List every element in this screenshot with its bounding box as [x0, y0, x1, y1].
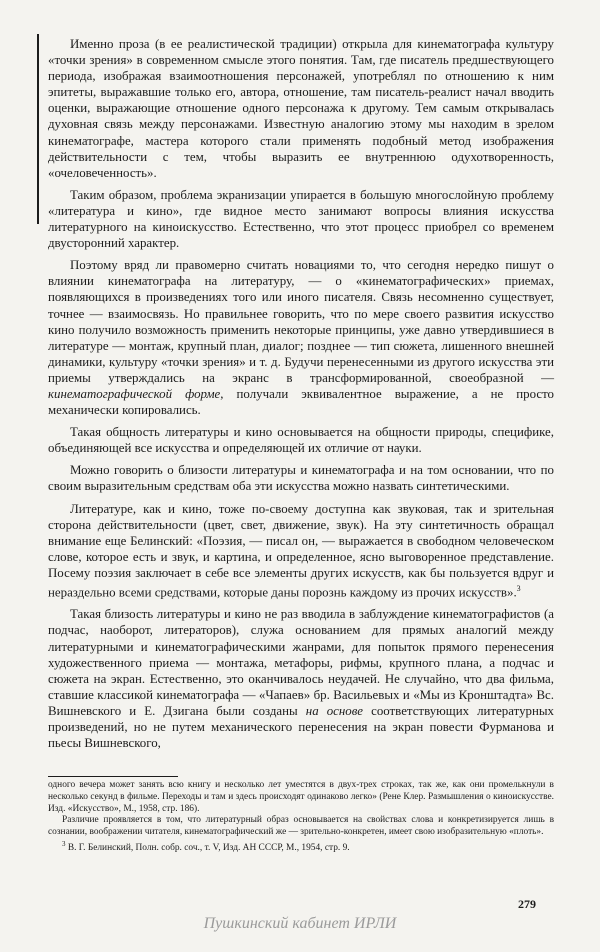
footnote-continuation: одного вечера может занять всю книгу и несколько лет уместятся в двух-трех строках, так же, как они промелькнули в несколько секунд в фильме. Переходы и там и здесь происходят одинаково легко» (Рене Клер. Размышления о киноискусстве. Изд. «Искусство», М., 1958, стр. 186). — [48, 780, 554, 814]
paragraph-2: Таким образом, проблема экранизации упирается в большую многослойную проблему «литература и кино», где видное место занимают вопросы влияния искусства литературного на киноискусство. Естественно, что этот процесс приобрел со временем двусторонний характер. — [48, 187, 554, 251]
paragraph-3-italic: кинематографической форме — [48, 386, 221, 401]
paragraph-7-text-a: Такая близость литературы и кино не раз вводила в заблуждение кинематографистов (а подчас, наоборот, литераторов), служа основанием для прямых аналогий между литературными и кинематографическими жанрами, для попыток прямого перенесения художественного приема — монтажа, метафоры, рифмы, крупного плана, а подчас и сюжета на экран. Естественно, это оканчивалось неудачей. Не случайно, что два фильма, ставшие классикой кинематографа — «Чапаев» бр. Васильевых и «Мы из Кронштадта» Вс. Вишневского и Е. Дзигана были созданы — [48, 607, 554, 718]
footnote-3-marker: 3 — [62, 839, 66, 848]
paragraph-5: Можно говорить о близости литературы и кинематографа и на том основании, что по своим выразительным средствам оба эти искусства можно назвать синтетическими. — [48, 463, 554, 494]
footnote-3-text: В. Г. Белинский, Полн. собр. соч., т. V, Изд. АН СССР, М., 1954, стр. 9. — [67, 843, 350, 854]
paragraph-1: Именно проза (в ее реалистической традиции) открыла для кинематографа культуру «точки зрения» в современном смысле этого понятия. Там, где писатель предшествующего периода, изображая взаимоотношения персонажей, употреблял по отношению к ним эпитеты, выражавшие только его, автора, отношение, там писатель-реалист начал вводить оценки, выражающие отношение одного персонажа к другому. Тем самым открывалась духовная связь между персонажами. Известную аналогию этому мы находим в зрелом кинематографе, мастера которого стали применять подобный метод изображения действительности с тем, чтобы выразить ее внутреннюю одухотворенность, «очеловеченность». — [48, 37, 554, 180]
paragraph-4: Такая общность литературы и кино основывается на общности природы, специфике, объединяющей все искусства и определяющей их отличие от науки. — [48, 425, 554, 456]
paragraph-7-text-b: соответствующих литературных произведений, но не путем механического перенесения на экран повести Фурманова и пьесы Вишневского, — [48, 703, 554, 751]
paragraph-3-text-a: Поэтому вряд ли правомерно считать новациями то, что сегодня нередко пишут о влиянии кинематографа на литературу, — о «кинематографических» приемах, появляющихся в произведениях того или иного писателя. Связь несомненно существует, точнее — взаимосвязь. Но правильнее говорить, что по мере своего развития искусство кино получило возможность применить некоторые принципы, уже давно утвердившиеся в литературе — монтаж, крупный план, диалог; позднее — тип сюжета, лишенного внешней динамики, культуру «точки зрения» и т. д. Будучи перенесенными из другого искусства эти приемы утверждались на экранс в трансформированной, своеобразной — — [48, 258, 554, 385]
footnote-3 — [48, 839, 554, 855]
paragraph-6 — [48, 501, 554, 601]
footnote-divider — [48, 776, 178, 777]
footnote-2: Различие проявляется в том, что литературный образ основывается на свойствах слова и конкретизируется лишь в сознании, воображении читателя, кинематографический же — зрительно-конкретен, имеет свою изобразительную «плоть». — [48, 815, 554, 838]
paragraph-6-text: Литературе, как и кино, тоже по-своему доступна как звуковая, так и зрительная сторона действительности (цвет, свет, движение, звук). На эту синтетичность обращал внимание еще Белинский: «Поэзия, — писал он, — выражается в свободном человеческом слове, которое есть и звук, и картина, и определенное, ясно выговоренное представление. Посему поэзия заключает в себе все элементы других искусств, как бы пользуется вдруг и нераздельно всеми средствами, которые даны порознь каждому из прочих искусств». — [48, 501, 554, 600]
paragraph-7 — [48, 606, 554, 751]
library-watermark: Пушкинский кабинет ИРЛИ — [203, 915, 397, 932]
margin-marker — [37, 34, 39, 224]
page-number: 279 — [518, 897, 536, 911]
footnotes — [48, 780, 554, 855]
main-text — [48, 36, 554, 757]
paragraph-7-italic: на основе — [305, 703, 364, 718]
paragraph-3-text-b: , получали эквивалентное выражение, а не просто механически копировались. — [48, 386, 554, 418]
paragraph-3 — [48, 257, 554, 418]
footnote-ref-3: 3 — [516, 584, 521, 593]
